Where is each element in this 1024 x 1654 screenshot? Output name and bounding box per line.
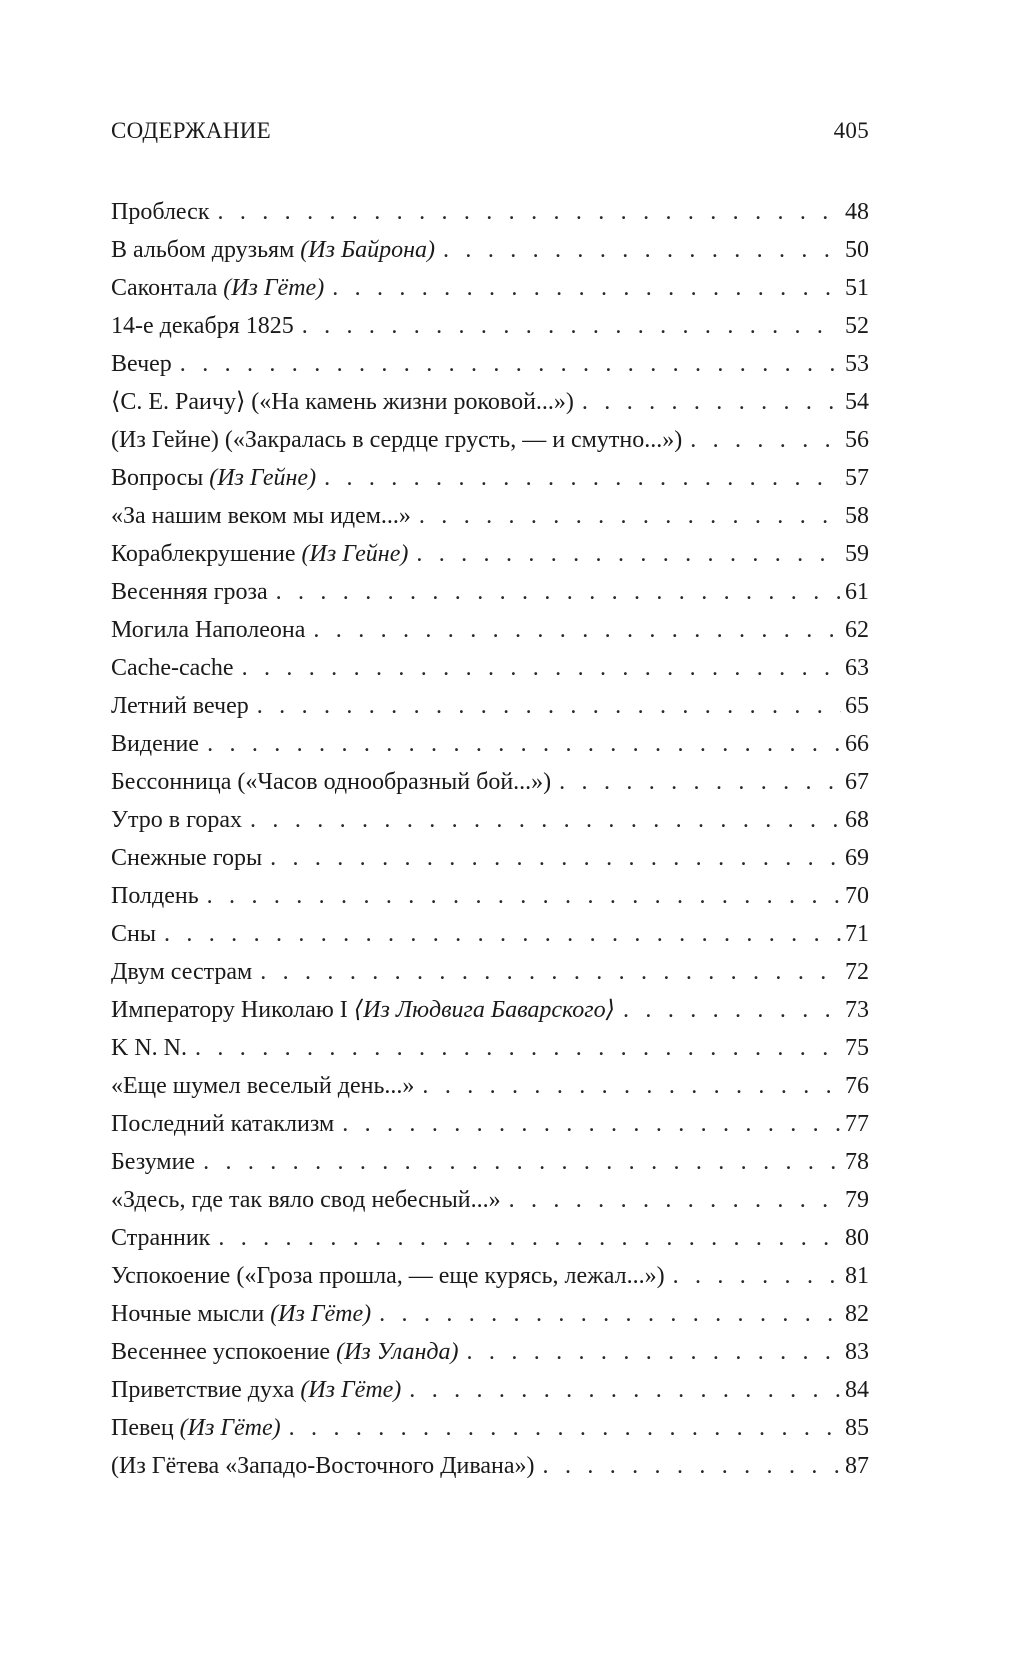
toc-entry-page: 87 — [845, 1453, 869, 1479]
dot-leader — [289, 1409, 841, 1447]
toc-entry-page: 84 — [845, 1377, 869, 1403]
dot-leader — [242, 649, 841, 687]
toc-entry-title — [111, 839, 262, 877]
toc-entry-title-text: Весенняя гроза — [111, 579, 268, 605]
toc-entry-title — [111, 573, 268, 611]
toc-entry-title-text: 14-е декабря 1825 — [111, 313, 294, 339]
toc-entry-page: 85 — [845, 1415, 869, 1441]
toc-entry-title — [111, 231, 435, 269]
toc-entry — [111, 915, 869, 953]
toc-entry-source-note: (Из Гёте) — [223, 275, 325, 301]
dot-leader — [180, 345, 841, 383]
toc-entry-page: 59 — [845, 541, 869, 567]
toc-entry-title-text: Летний вечер — [111, 693, 249, 719]
toc-entry-title — [111, 991, 615, 1029]
toc-entry-title — [111, 1143, 195, 1181]
toc-entry-page: 50 — [845, 237, 869, 263]
toc-entry-page: 67 — [845, 769, 869, 795]
toc-entry-source-note: (Из Байрона) — [300, 237, 436, 263]
toc-entry-page: 72 — [845, 959, 869, 985]
toc-entry-title-text: Сны — [111, 921, 156, 947]
toc-entry-title-text: Вопросы — [111, 465, 210, 491]
toc-entry-title — [111, 269, 324, 307]
toc-entry-title-text: Певец — [111, 1415, 180, 1441]
dot-leader — [409, 1371, 841, 1409]
toc-entry — [111, 611, 869, 649]
toc-entry-title — [111, 1333, 459, 1371]
toc-entry — [111, 497, 869, 535]
toc-entry — [111, 269, 869, 307]
toc-entry — [111, 1181, 869, 1219]
toc-entry-title — [111, 1181, 501, 1219]
toc-entry — [111, 307, 869, 345]
toc-entry-title-text: Императору Николаю I — [111, 997, 354, 1023]
dot-leader — [195, 1029, 841, 1067]
toc-entry — [111, 1409, 869, 1447]
toc-entry-page: 83 — [845, 1339, 869, 1365]
toc-entry-title — [111, 1295, 371, 1333]
toc-entry-title — [111, 1067, 414, 1105]
toc-entry-title — [111, 687, 249, 725]
toc-entry-title — [111, 1029, 187, 1067]
toc-entry-title-text: Ночные мысли — [111, 1301, 271, 1327]
toc-entry-page: 82 — [845, 1301, 869, 1327]
toc-entry — [111, 725, 869, 763]
toc-entry — [111, 839, 869, 877]
toc-entry — [111, 345, 869, 383]
toc-entry-page: 68 — [845, 807, 869, 833]
toc-entry — [111, 421, 869, 459]
toc-entry-title-text: Кораблекрушение — [111, 541, 302, 567]
toc-entry-page: 71 — [845, 921, 869, 947]
dot-leader — [218, 1219, 841, 1257]
toc-entry-source-note: ⟨Из Людвига Баварского⟩ — [353, 997, 616, 1023]
toc-entry-page: 80 — [845, 1225, 869, 1251]
toc-entry-page: 76 — [845, 1073, 869, 1099]
toc-entry-source-note: (Из Гейне) — [209, 465, 317, 491]
toc-entry — [111, 953, 869, 991]
toc-entry-page: 57 — [845, 465, 869, 491]
toc-entry — [111, 991, 869, 1029]
toc-entry — [111, 763, 869, 801]
toc-entry-title-text: Бессонница («Часов однообразный бой...») — [111, 769, 552, 795]
toc-entry-title — [111, 459, 316, 497]
toc-entry — [111, 1257, 869, 1295]
toc-entry-title — [111, 1105, 334, 1143]
dot-leader — [217, 193, 841, 231]
toc-entry-title-text: Весеннее успокоение — [111, 1339, 337, 1365]
dot-leader — [467, 1333, 841, 1371]
dot-leader — [509, 1181, 841, 1219]
toc-entry-title — [111, 1371, 401, 1409]
toc-entry — [111, 383, 869, 421]
toc-entry — [111, 1105, 869, 1143]
toc-entry-title — [111, 535, 408, 573]
toc-entry-title-text: Приветствие духа — [111, 1377, 301, 1403]
toc-entry — [111, 231, 869, 269]
toc-entry-title-text: (Из Гейне) («Закралась в сердце грусть, — и смутно...») — [111, 427, 683, 453]
dot-leader — [313, 611, 841, 649]
toc-entry — [111, 1333, 869, 1371]
dot-leader — [332, 269, 841, 307]
toc-entry — [111, 1143, 869, 1181]
toc-entry-title-text: K N. N. — [111, 1035, 187, 1061]
toc-entry — [111, 1219, 869, 1257]
toc-entry-page: 78 — [845, 1149, 869, 1175]
toc-entry-source-note: (Из Гейне) — [301, 541, 409, 567]
toc-entry — [111, 1371, 869, 1409]
toc-entry-title-text: Двум сестрам — [111, 959, 253, 985]
toc-entry-title — [111, 801, 242, 839]
toc-entry — [111, 1067, 869, 1105]
toc-entry — [111, 459, 869, 497]
toc-entry — [111, 535, 869, 573]
toc-entry-title — [111, 953, 252, 991]
toc-entry-title-text: Успокоение («Гроза прошла, — еще курясь, лежал...») — [111, 1263, 665, 1289]
toc-entry-source-note: (Из Гёте) — [179, 1415, 281, 1441]
toc-entry-title — [111, 763, 551, 801]
page-number: 405 — [833, 118, 869, 143]
dot-leader — [260, 953, 841, 991]
toc-entry-title — [111, 649, 234, 687]
toc-entry-title-text: (Из Гётева «Западо-Восточного Дивана») — [111, 1453, 535, 1479]
toc-entry-page: 61 — [845, 579, 869, 605]
toc-entry-title — [111, 611, 305, 649]
toc-entry-title-text: Саконтала — [111, 275, 224, 301]
toc-entry-title — [111, 497, 411, 535]
toc-entry-title-text: Последний катаклизм — [111, 1111, 335, 1137]
toc-entry-page: 52 — [845, 313, 869, 339]
dot-leader — [203, 1143, 841, 1181]
toc-entry — [111, 573, 869, 611]
toc-entry-title-text: Утро в горах — [111, 807, 243, 833]
dot-leader — [443, 231, 841, 269]
toc-entry-page: 62 — [845, 617, 869, 643]
toc-entry-page: 58 — [845, 503, 869, 529]
toc-entry — [111, 1029, 869, 1067]
dot-leader — [276, 573, 841, 611]
toc-entry — [111, 649, 869, 687]
dot-leader — [302, 307, 841, 345]
toc-entry-title — [111, 421, 682, 459]
dot-leader — [422, 1067, 841, 1105]
dot-leader — [559, 763, 841, 801]
toc-entry-title — [111, 1409, 281, 1447]
dot-leader — [623, 991, 841, 1029]
toc-entry — [111, 1295, 869, 1333]
toc-entry-title — [111, 383, 574, 421]
toc-entry-title-text: Видение — [111, 731, 200, 757]
dot-leader — [257, 687, 841, 725]
dot-leader — [164, 915, 841, 953]
dot-leader — [416, 535, 841, 573]
toc-entry-source-note: (Из Гёте) — [270, 1301, 372, 1327]
dot-leader — [324, 459, 841, 497]
dot-leader — [379, 1295, 841, 1333]
dot-leader — [207, 877, 841, 915]
toc-entry-title — [111, 193, 209, 231]
toc-entry-page: 73 — [845, 997, 869, 1023]
toc-entry-page: 54 — [845, 389, 869, 415]
toc-entry — [111, 1447, 869, 1485]
toc-entry-title-text: Безумие — [111, 1149, 196, 1175]
toc-entry-title-text: ⟨С. Е. Раичу⟩ («На камень жизни роковой...») — [111, 389, 574, 415]
toc-entry-source-note: (Из Гёте) — [300, 1377, 402, 1403]
toc-entry-title — [111, 345, 172, 383]
toc-entry-title-text: Вечер — [111, 351, 172, 377]
toc-entry-page: 51 — [845, 275, 869, 301]
toc-entry-title-text: Полдень — [111, 883, 199, 909]
toc-entry-page: 63 — [845, 655, 869, 681]
toc-entry-title-text: Cache-cache — [111, 655, 234, 681]
toc-entry-title — [111, 877, 199, 915]
toc-entry — [111, 687, 869, 725]
toc-entry-title-text: «За нашим веком мы идем...» — [111, 503, 411, 529]
toc-entry-page: 56 — [845, 427, 869, 453]
toc-entry-title — [111, 1447, 535, 1485]
dot-leader — [270, 839, 841, 877]
toc-entry-page: 65 — [845, 693, 869, 719]
toc-entry-page: 69 — [845, 845, 869, 871]
toc-entry-title-text: «Здесь, где так вяло свод небесный...» — [111, 1187, 501, 1213]
toc-entry-title — [111, 1219, 210, 1257]
toc-entry-title-text: В альбом друзьям — [111, 237, 301, 263]
dot-leader — [673, 1257, 841, 1295]
toc-entry-page: 79 — [845, 1187, 869, 1213]
running-header — [111, 118, 869, 150]
toc-entry — [111, 877, 869, 915]
dot-leader — [250, 801, 841, 839]
toc-entry-source-note: (Из Уланда) — [336, 1339, 459, 1365]
toc-entry-page: 81 — [845, 1263, 869, 1289]
toc-entry-page: 70 — [845, 883, 869, 909]
toc-entry-title-text: Могила Наполеона — [111, 617, 306, 643]
toc-entry-title — [111, 307, 294, 345]
dot-leader — [690, 421, 841, 459]
toc-entry-page: 75 — [845, 1035, 869, 1061]
toc-entry-title — [111, 725, 199, 763]
toc-entry-title-text: «Еще шумел веселый день...» — [111, 1073, 415, 1099]
toc-entry — [111, 801, 869, 839]
dot-leader — [582, 383, 841, 421]
toc-entry-page: 48 — [845, 199, 869, 225]
dot-leader — [543, 1447, 841, 1485]
toc-entry-title-text: Снежные горы — [111, 845, 263, 871]
dot-leader — [342, 1105, 841, 1143]
toc-entry — [111, 193, 869, 231]
table-of-contents — [111, 193, 869, 1485]
toc-entry-page: 53 — [845, 351, 869, 377]
dot-leader — [207, 725, 841, 763]
dot-leader — [419, 497, 841, 535]
toc-entry-page: 77 — [845, 1111, 869, 1137]
toc-entry-title-text: Странник — [111, 1225, 211, 1251]
toc-entry-title-text: Проблеск — [111, 199, 210, 225]
toc-entry-page: 66 — [845, 731, 869, 757]
toc-entry-title — [111, 915, 156, 953]
toc-entry-title — [111, 1257, 665, 1295]
running-header-title: СОДЕРЖАНИЕ — [111, 118, 272, 143]
